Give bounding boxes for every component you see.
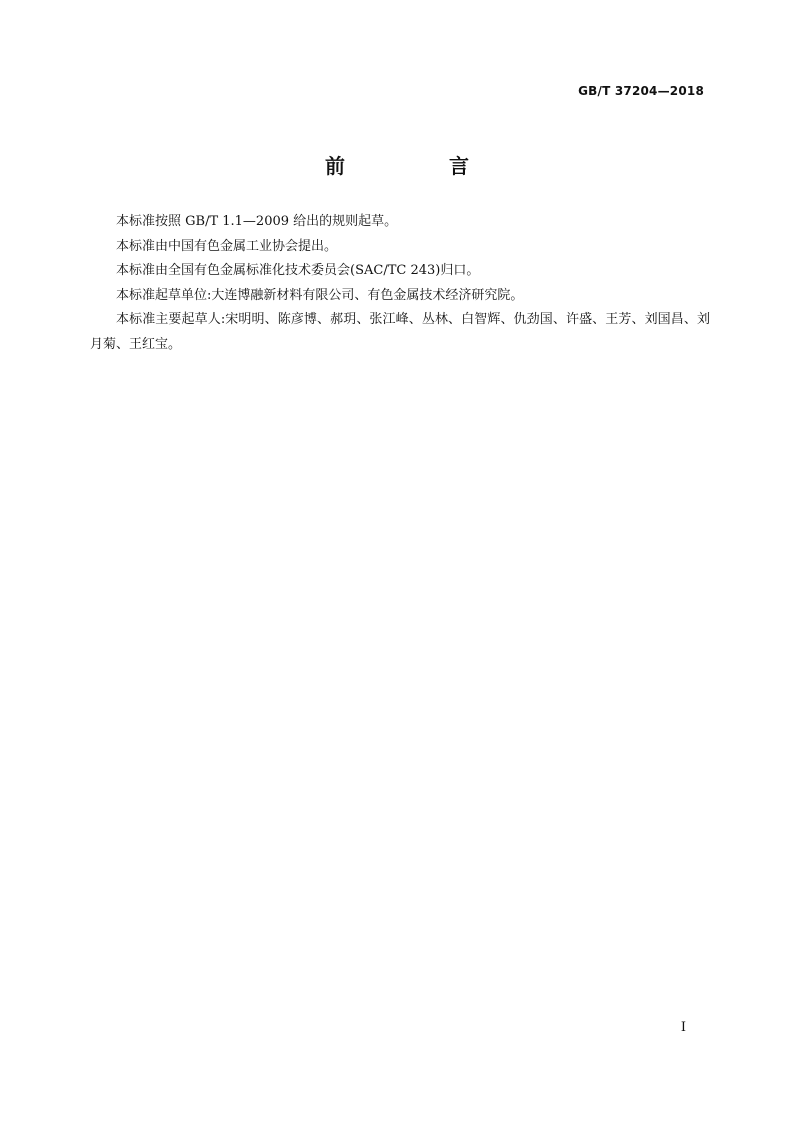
standard-code-header: GB/T 37204—2018 [578, 84, 704, 98]
paragraph-proposer: 本标准由中国有色金属工业协会提出。 [116, 238, 338, 254]
paragraph-drafting-rules: 本标准按照 GB/T 1.1—2009 给出的规则起草。 [116, 214, 398, 229]
foreword-body [90, 210, 710, 357]
paragraph-drafting-units: 本标准起草单位:大连博融新材料有限公司、有色金属技术经济研究院。 [116, 287, 524, 303]
page-title: 前 言 [325, 154, 511, 178]
paragraph-main-drafters: 本标准主要起草人:宋明明、陈彦博、郝玥、张江峰、丛林、白智辉、仇劲国、许盛、王芳、刘国昌、刘月菊、王红宝。 [90, 312, 710, 352]
page-number: I [680, 1020, 686, 1035]
paragraph-administrator: 本标准由全国有色金属标准化技术委员会(SAC/TC 243)归口。 [116, 263, 480, 278]
